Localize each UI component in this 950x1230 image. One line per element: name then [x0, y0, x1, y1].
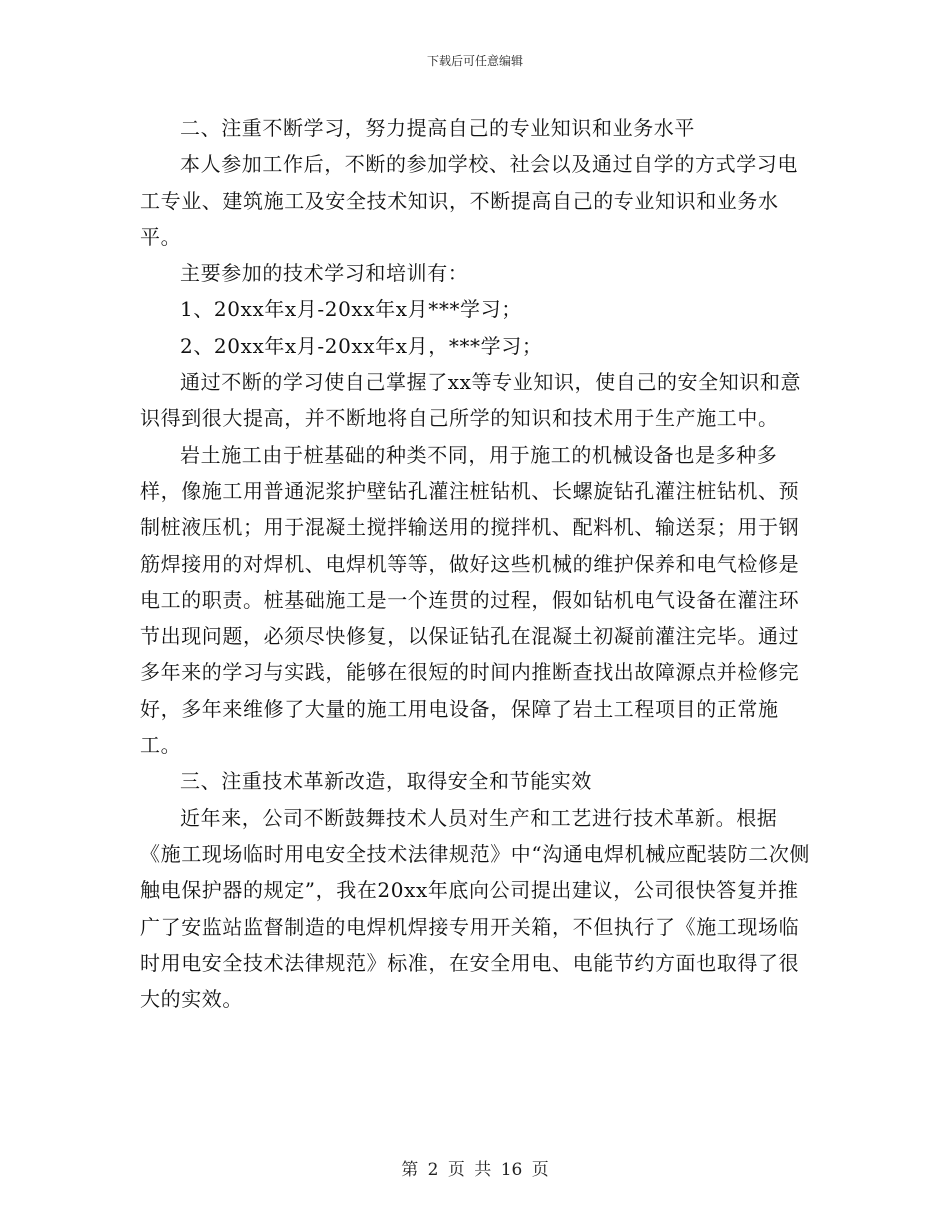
- paragraph-innovation: 近年来，公司不断鼓舞技术人员对生产和工艺进行技术革新。根据《施工现场临时用电安全技术法律规范》中“沟通电焊机械应配装防二次侧触电保护器的规定”，我在20xx年底向公司提出建议，公司很快答复并推广了安监站监督制造的电焊机焊接专用开关箱，不但执行了《施工现场临时用电安全技术法律规范》标准，在安全用电、电能节约方面也取得了很大的实效。: [140, 805, 811, 1012]
- page-header-note: 下载后可任意编辑: [426, 54, 523, 68]
- document-body: [140, 110, 812, 1017]
- paragraph-study-result: 通过不断的学习使自己掌握了xx等专业知识，使自己的安全知识和意识得到很大提高，并不断地将自己所学的知识和技术用于生产施工中。: [140, 370, 802, 431]
- training-item-2: 2、20xx年x月-20xx年x月，***学习；: [180, 333, 543, 358]
- paragraph-training-intro: 主要参加的技术学习和培训有：: [180, 261, 469, 286]
- section-heading-3: 三、注重技术革新改造，取得安全和节能实效: [180, 769, 592, 794]
- paragraph-study-intro: 本人参加工作后，不断的参加学校、社会以及通过自学的方式学习电工专业、建筑施工及安全技术知识，不断提高自己的专业知识和业务水平。: [140, 152, 798, 249]
- training-item-1: 1、20xx年x月-20xx年x月***学习；: [180, 297, 522, 322]
- page-number: 第 2 页 共 16 页: [401, 1160, 549, 1180]
- paragraph-equipment: 岩土施工由于桩基础的种类不同，用于施工的机械设备也是多种多样，像施工用普通泥浆护壁钻孔灌注桩钻机、长螺旋钻孔灌注桩钻机、预制桩液压机；用于混凝土搅拌输送用的搅拌机、配料机、输送泵；用于钢筋焊接用的对焊机、电焊机等等，做好这些机械的维护保养和电气检修是电工的职责。桩基础施工是一个连贯的过程，假如钻机电气设备在灌注环节出现问题，必须尽快修复，以保证钻孔在混凝土初凝前灌注完毕。通过多年来的学习与实践，能够在很短的时间内推断查找出故障源点并检修完好，多年来维修了大量的施工用电设备，保障了岩土工程项目的正常施工。: [140, 442, 800, 758]
- section-heading-2: 二、注重不断学习，努力提高自己的专业知识和业务水平: [180, 116, 695, 140]
